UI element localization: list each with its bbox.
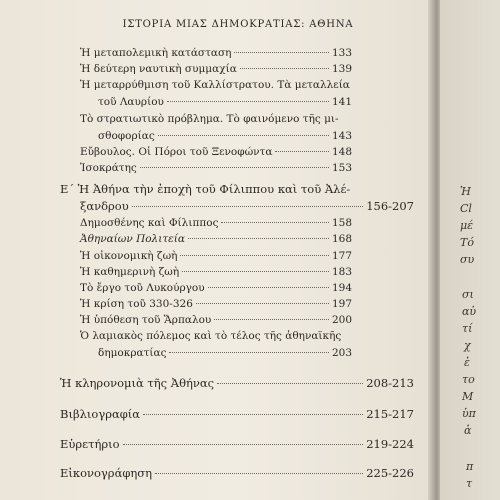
- facing-text: χ: [464, 339, 471, 352]
- facing-text: τί: [462, 322, 473, 335]
- facing-page: [440, 0, 500, 500]
- toc-entry: Ἡ μεταπολεμικὴ κατάσταση 133: [80, 47, 352, 59]
- toc-entry-cont: τοῦ Λαυρίου 141: [98, 96, 352, 108]
- facing-text: ἀ: [464, 424, 472, 437]
- toc-entry: Ἡ καθημερινὴ ζωὴ 183: [80, 266, 352, 278]
- toc-chapter: Εἰκονογράφηση 225-226: [60, 466, 414, 480]
- toc-entry: Τὸ στρατιωτικὸ πρόβλημα. Τὸ φαινόμενο τῆς μι-: [80, 113, 339, 125]
- toc-chapter: Εὑρετήριο 219-224: [60, 437, 414, 451]
- facing-text: αὐ: [462, 305, 477, 318]
- facing-text: ἐ: [464, 356, 470, 369]
- toc-entry: Ἡ κρίση τοῦ 330-326 197: [80, 298, 352, 310]
- toc-entry: Ἀθηναίων Πολιτεία 168: [80, 233, 352, 245]
- facing-text: π: [466, 460, 474, 473]
- facing-text: Μ: [462, 390, 474, 403]
- facing-text: μέ: [460, 219, 474, 232]
- toc-entry: Ἡ οἰκονομικὴ ζωὴ 177: [80, 250, 352, 262]
- toc-entry: Ἡ ὑπόθεση τοῦ Ἅρπαλου 200: [80, 314, 352, 326]
- toc-chapter-cont: ξανδρου 156-207: [80, 199, 414, 213]
- toc-entry: Ἡ δεύτερη ναυτικὴ συμμαχία 139: [80, 63, 352, 75]
- facing-text: Ἡ: [460, 185, 471, 198]
- toc-chapter: Ε΄ Ἡ Ἀθήνα τὴν ἐποχὴ τοῦ Φίλιππου καὶ τοῦ Ἀλέ-: [60, 182, 351, 196]
- toc-entry-cont: σθοφορίας 143: [98, 130, 352, 142]
- facing-text: Cl: [460, 202, 472, 215]
- toc-entry: Ὁ λαμιακὸς πόλεμος καὶ τὸ τέλος τῆς ἀθηναϊκῆς: [80, 330, 342, 342]
- toc-chapter: Ἡ κληρονομιὰ τῆς Ἀθήνας 208-213: [60, 376, 414, 390]
- facing-text: Τό: [460, 236, 474, 249]
- facing-text: τ: [466, 477, 473, 490]
- facing-text: ὑπ: [462, 407, 476, 420]
- facing-text: συ: [460, 253, 475, 266]
- toc-chapter: Βιβλιογραφία 215-217: [60, 407, 414, 421]
- toc-entry: Ἡ μεταρρύθμιση τοῦ Καλλίστρατου. Τὰ μεταλλεία: [80, 79, 350, 91]
- toc-entry: Τὸ ἔργο τοῦ Λυκούργου 194: [80, 282, 352, 294]
- toc-entry-cont: δημοκρατίας 203: [98, 347, 352, 359]
- toc-entry: Ἰσοκράτης 153: [80, 162, 352, 174]
- facing-text: το: [462, 373, 475, 386]
- toc-entry: Δημοσθένης καὶ Φίλιππος 158: [80, 217, 352, 229]
- toc-entry: Εὔβουλος. Οἱ Πόροι τοῦ Ξενοφώντα 148: [80, 146, 352, 158]
- facing-text: σι: [462, 288, 474, 301]
- running-header: ΙΣΤΟΡΙΑ ΜΙΑΣ ΔΗΜΟΚΡΑΤΙΑΣ: ΑΘΗΝΑ: [122, 19, 354, 30]
